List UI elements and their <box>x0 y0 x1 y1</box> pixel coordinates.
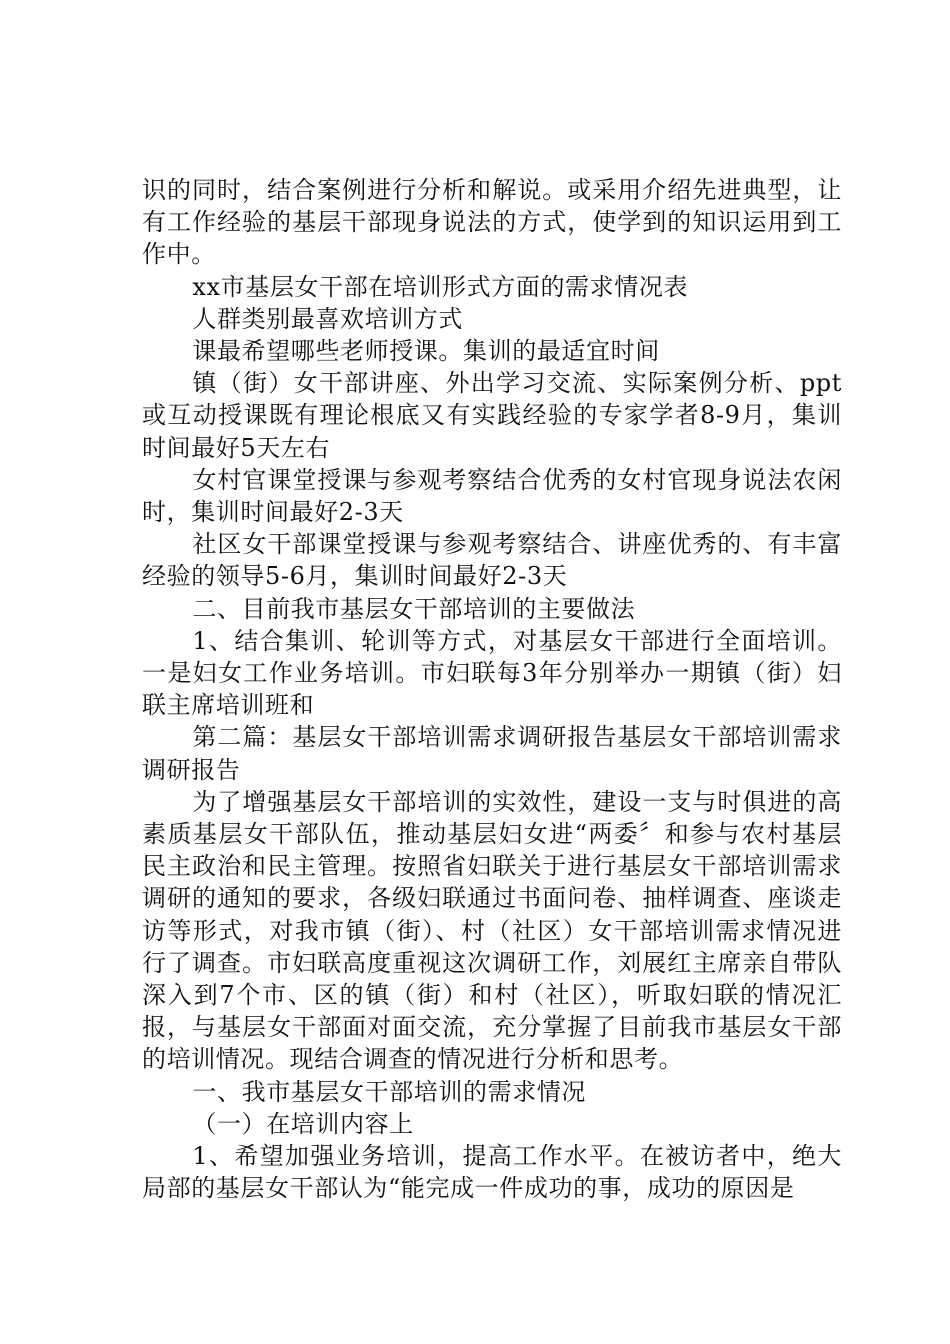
paragraph: 识的同时，结合案例进行分析和解说。或采用介绍先进典型，让有工作经验的基层干部现身说法的方式，使学到的知识运用到工作中。 <box>142 176 842 269</box>
paragraph: 1、希望加强业务培训，提高工作水平。在被访者中，绝大局部的基层女干部认为“能完成一件成功的事，成功的原因是 <box>142 1142 842 1203</box>
paragraph: 1、结合集训、轮训等方式，对基层女干部进行全面培训。一是妇女工作业务培训。市妇联每3年分别举办一期镇（街）妇联主席培训班和 <box>142 626 842 720</box>
table-header-paragraph: 课最希望哪些老师授课。集训的最适宜时间 <box>192 337 660 366</box>
table-title-paragraph: xx市基层女干部在培训形式方面的需求情况表 <box>192 272 689 301</box>
subsection-heading: （一）在培训内容上 <box>192 1109 414 1138</box>
section-heading: 二、目前我市基层女干部培训的主要做法 <box>192 594 636 623</box>
section-heading: 一、我市基层女干部培训的需求情况 <box>192 1077 586 1106</box>
table-row-paragraph: 社区女干部课堂授课与参观考察结合、讲座优秀的、有丰富经验的领导5-6月，集训时间最好2-3天 <box>142 530 842 591</box>
document-body <box>142 174 842 1205</box>
paragraph: 为了增强基层女干部培训的实效性，建设一支与时俱进的高素质基层女干部队伍，推动基层妇女进“两委〞和参与农村基层民主政治和民主管理。按照省妇联关于进行基层女干部培训需求调研的通知的要求，各级妇联通过书面问卷、抽样调查、座谈走访等形式，对我市镇（街）、村（社区）女干部培训需求情况进行了调查。市妇联高度重视这次调研工作，刘展红主席亲自带队深入到7个市、区的镇（街）和村（社区），听取妇联的情况汇报，与基层女干部面对面交流，充分掌握了目前我市基层女干部的培训情况。现结合调查的情况进行分析和思考。 <box>142 787 842 1074</box>
chapter-heading: 第二篇：基层女干部培训需求调研报告基层女干部培训需求调研报告 <box>142 723 842 784</box>
table-row-paragraph: 女村官课堂授课与参观考察结合优秀的女村官现身说法农闲时，集训时间最好2-3天 <box>142 465 842 527</box>
table-header-paragraph: 人群类别最喜欢培训方式 <box>192 304 463 333</box>
table-row-paragraph: 镇（街）女干部讲座、外出学习交流、实际案例分析、ppt或互动授课既有理论根底又有实践经验的专家学者8-9月，集训时间最好5天左右 <box>142 369 842 462</box>
